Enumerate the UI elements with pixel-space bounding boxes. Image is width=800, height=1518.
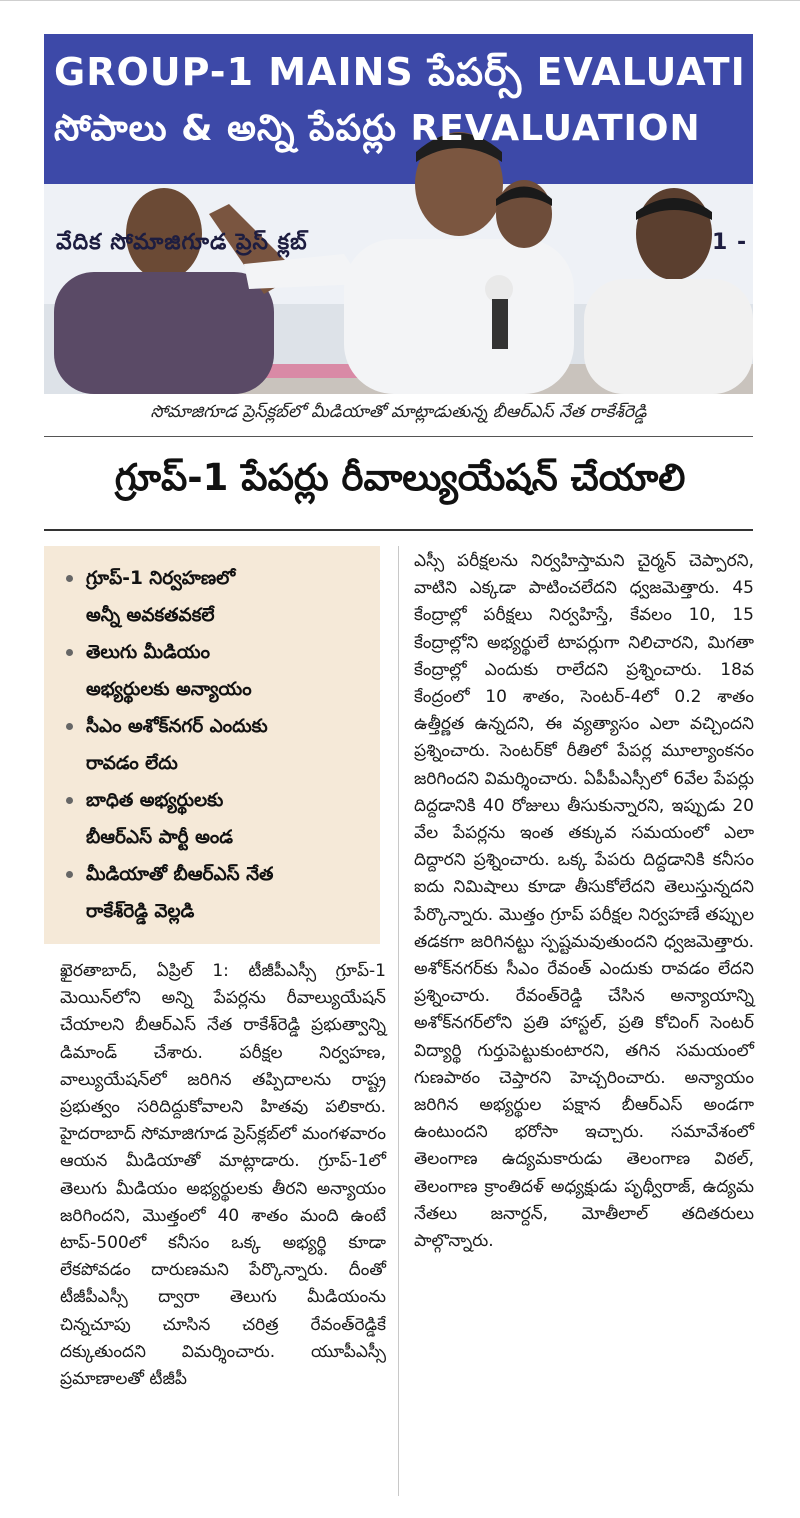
news-photo [44, 34, 753, 394]
highlights-list [44, 546, 380, 930]
banner-text-line-2: సోపాలు & అన్ని పేపర్లు REVALUATION [54, 108, 701, 149]
highlight-item: గ్రూప్-1 నిర్వహణలో [66, 560, 380, 597]
article-body-right: ఎస్సీ పరీక్షలను నిర్వహిస్తామని చైర్మన్ చెప్పారని, వాటిని ఎక్కడా పాటించలేదని ధ్వజమెత్తారు. 45 కేంద్రాల్లో పరీక్షలు నిర్వహిస్తే, కేవలం 10, 15 కేంద్రాల్లోని అభ్యర్థులే టాపర్లుగా నిలిచారని, మిగతా కేంద్రాల్లో ఎందుకు రాలేదని ప్రశ్నించారు. 18వ కేంద్రంలో 10 శాతం, సెంటర్-4లో 0.2 శాతం ఉత్తీర్ణత ఉన్నదని, ఈ వ్యత్యాసం ఎలా వచ్చిందని ప్రశ్నించారు. సెంటర్‌కో రీతిలో పేపర్ల మూల్యాంకనం జరిగిందని విమర్శించారు. ఏపీపీఎస్సీలో 6వేల పేపర్లు దిద్దడానికి 40 రోజులు తీసుకున్నారని, ఇప్పుడు 20 వేల పేపర్లను ఇంత తక్కువ సమయంలో ఎలా దిద్దారని ప్రశ్నించారు. ఒక్క పేపరు దిద్దడానికి కనీసం ఐదు నిమిషాలు కూడా తీసుకోలేదని తెలుస్తున్నదని పేర్కొన్నారు. మొత్తం గ్రూప్ పరీక్షల నిర్వహణే తప్పుల తడకగా జరిగినట్టు స్పష్టమవుతుందని ధ్వజమెత్తారు. అశోక్‌నగర్‌కు సీఎం రేవంత్ ఎందుకు రావడం లేదని ప్రశ్నించారు. రేవంత్‌రెడ్డి చేసిన అన్యాయాన్ని అశోక్‌నగర్‌లోని ప్రతి హాస్టల్, ప్రతి కోచింగ్ సెంటర్ విద్యార్థి గుర్తుపెట్టుకుంటారని, తగిన సమయంలో గుణపాఠం చెప్తారని హెచ్చరించారు. అన్యాయం జరిగిన అభ్యర్థుల పక్షాన బీఆర్‌ఎస్ అండగా ఉంటుందని భరోసా ఇచ్చారు. సమావేశంలో తెలంగాణ ఉద్యమకారుడు తెలంగాణ విఠల్, తెలంగాణ క్రాంతిదళ్ అధ్యక్షుడు పృథ్వీరాజ్, ఉద్యమ నేతలు జనార్దన్, మోతీలాల్ తదితరులు పాల్గొన్నారు. [414, 551, 754, 1252]
caption-rule [44, 436, 753, 437]
highlight-item: బాధిత అభ్యర్థులకు [66, 782, 380, 819]
highlight-item-cont: అన్నీ అవకతవకలే [86, 605, 215, 626]
highlight-item: మీడియాతో బీఆర్ఎస్ నేత [66, 856, 380, 893]
article-column-left [60, 958, 386, 1393]
highlight-item: తెలుగు మీడియం [66, 634, 380, 671]
highlight-item: సీఎం అశోక్‌నగర్ ఎందుకు [66, 708, 380, 745]
highlight-item-cont: రాకేశ్‌రెడ్డి వెల్లడి [86, 901, 195, 922]
highlights-box [44, 546, 380, 944]
banner-date-text: 1 - [712, 230, 748, 255]
article-headline: గ్రూప్-1 పేపర్లు రీవాల్యుయేషన్ చేయాలి [114, 456, 686, 499]
page-top-rule [0, 0, 800, 5]
highlight-item-cont: బీఆర్ఎస్ పార్టీ అండ [86, 827, 233, 848]
banner-text-line-1: GROUP-1 MAINS పేపర్స్ EVALUATI [54, 50, 746, 94]
photo-caption: సోమాజిగూడ ప్రెస్‌క్లబ్‌లో మీడియాతో మాట్లాడుతున్న బీఆర్‌ఎస్ నేత రాకేశ్‌రెడ్డి [150, 402, 647, 422]
article-column-right [414, 548, 754, 1255]
banner-venue-text: వేదిక సోమాజిగూడ ప్రెస్ క్లబ్ [56, 230, 308, 255]
column-divider [398, 546, 399, 1496]
article-body-left: ఖైరతాబాద్, ఏప్రిల్ 1: టీజీపీఎస్సీ గ్రూప్-1 మెయిన్‌లోని అన్ని పేపర్లను రీవాల్యుయేషన్ చేయాలని బీఆర్‌ఎస్ నేత రాకేశ్‌రెడ్డి ప్రభుత్వాన్ని డిమాండ్ చేశారు. పరీక్షల నిర్వహణ, వాల్యుయేషన్‌లో జరిగిన తప్పిదాలను రాష్ట్ర ప్రభుత్వం సరిదిద్దుకోవాలని హితవు పలికారు. హైదరాబాద్ సోమాజిగూడ ప్రెస్‌క్లబ్‌లో మంగళవారం ఆయన మీడియాతో మాట్లాడారు. గ్రూప్-1లో తెలుగు మీడియం అభ్యర్థులకు తీరని అన్యాయం జరిగిందని, మొత్తంలో 40 శాతం మంది ఉంటే టాప్-500లో కనీసం ఒక్క అభ్యర్థి కూడా లేకపోవడం దారుణమని పేర్కొన్నారు. దీంతో టీజీపీఎస్సీ ద్వారా తెలుగు మీడియంను చిన్నచూపు చూసిన చరిత్ర రేవంత్‌రెడ్డికే దక్కుతుందని విమర్శించారు. యూపీఎస్సీ ప్రమాణాలతో టీజీపీ [60, 961, 386, 1390]
highlight-item-cont: రావడం లేదు [86, 753, 178, 774]
highlight-item-cont: అభ్యర్థులకు అన్యాయం [86, 679, 252, 700]
headline-rule [44, 529, 753, 531]
